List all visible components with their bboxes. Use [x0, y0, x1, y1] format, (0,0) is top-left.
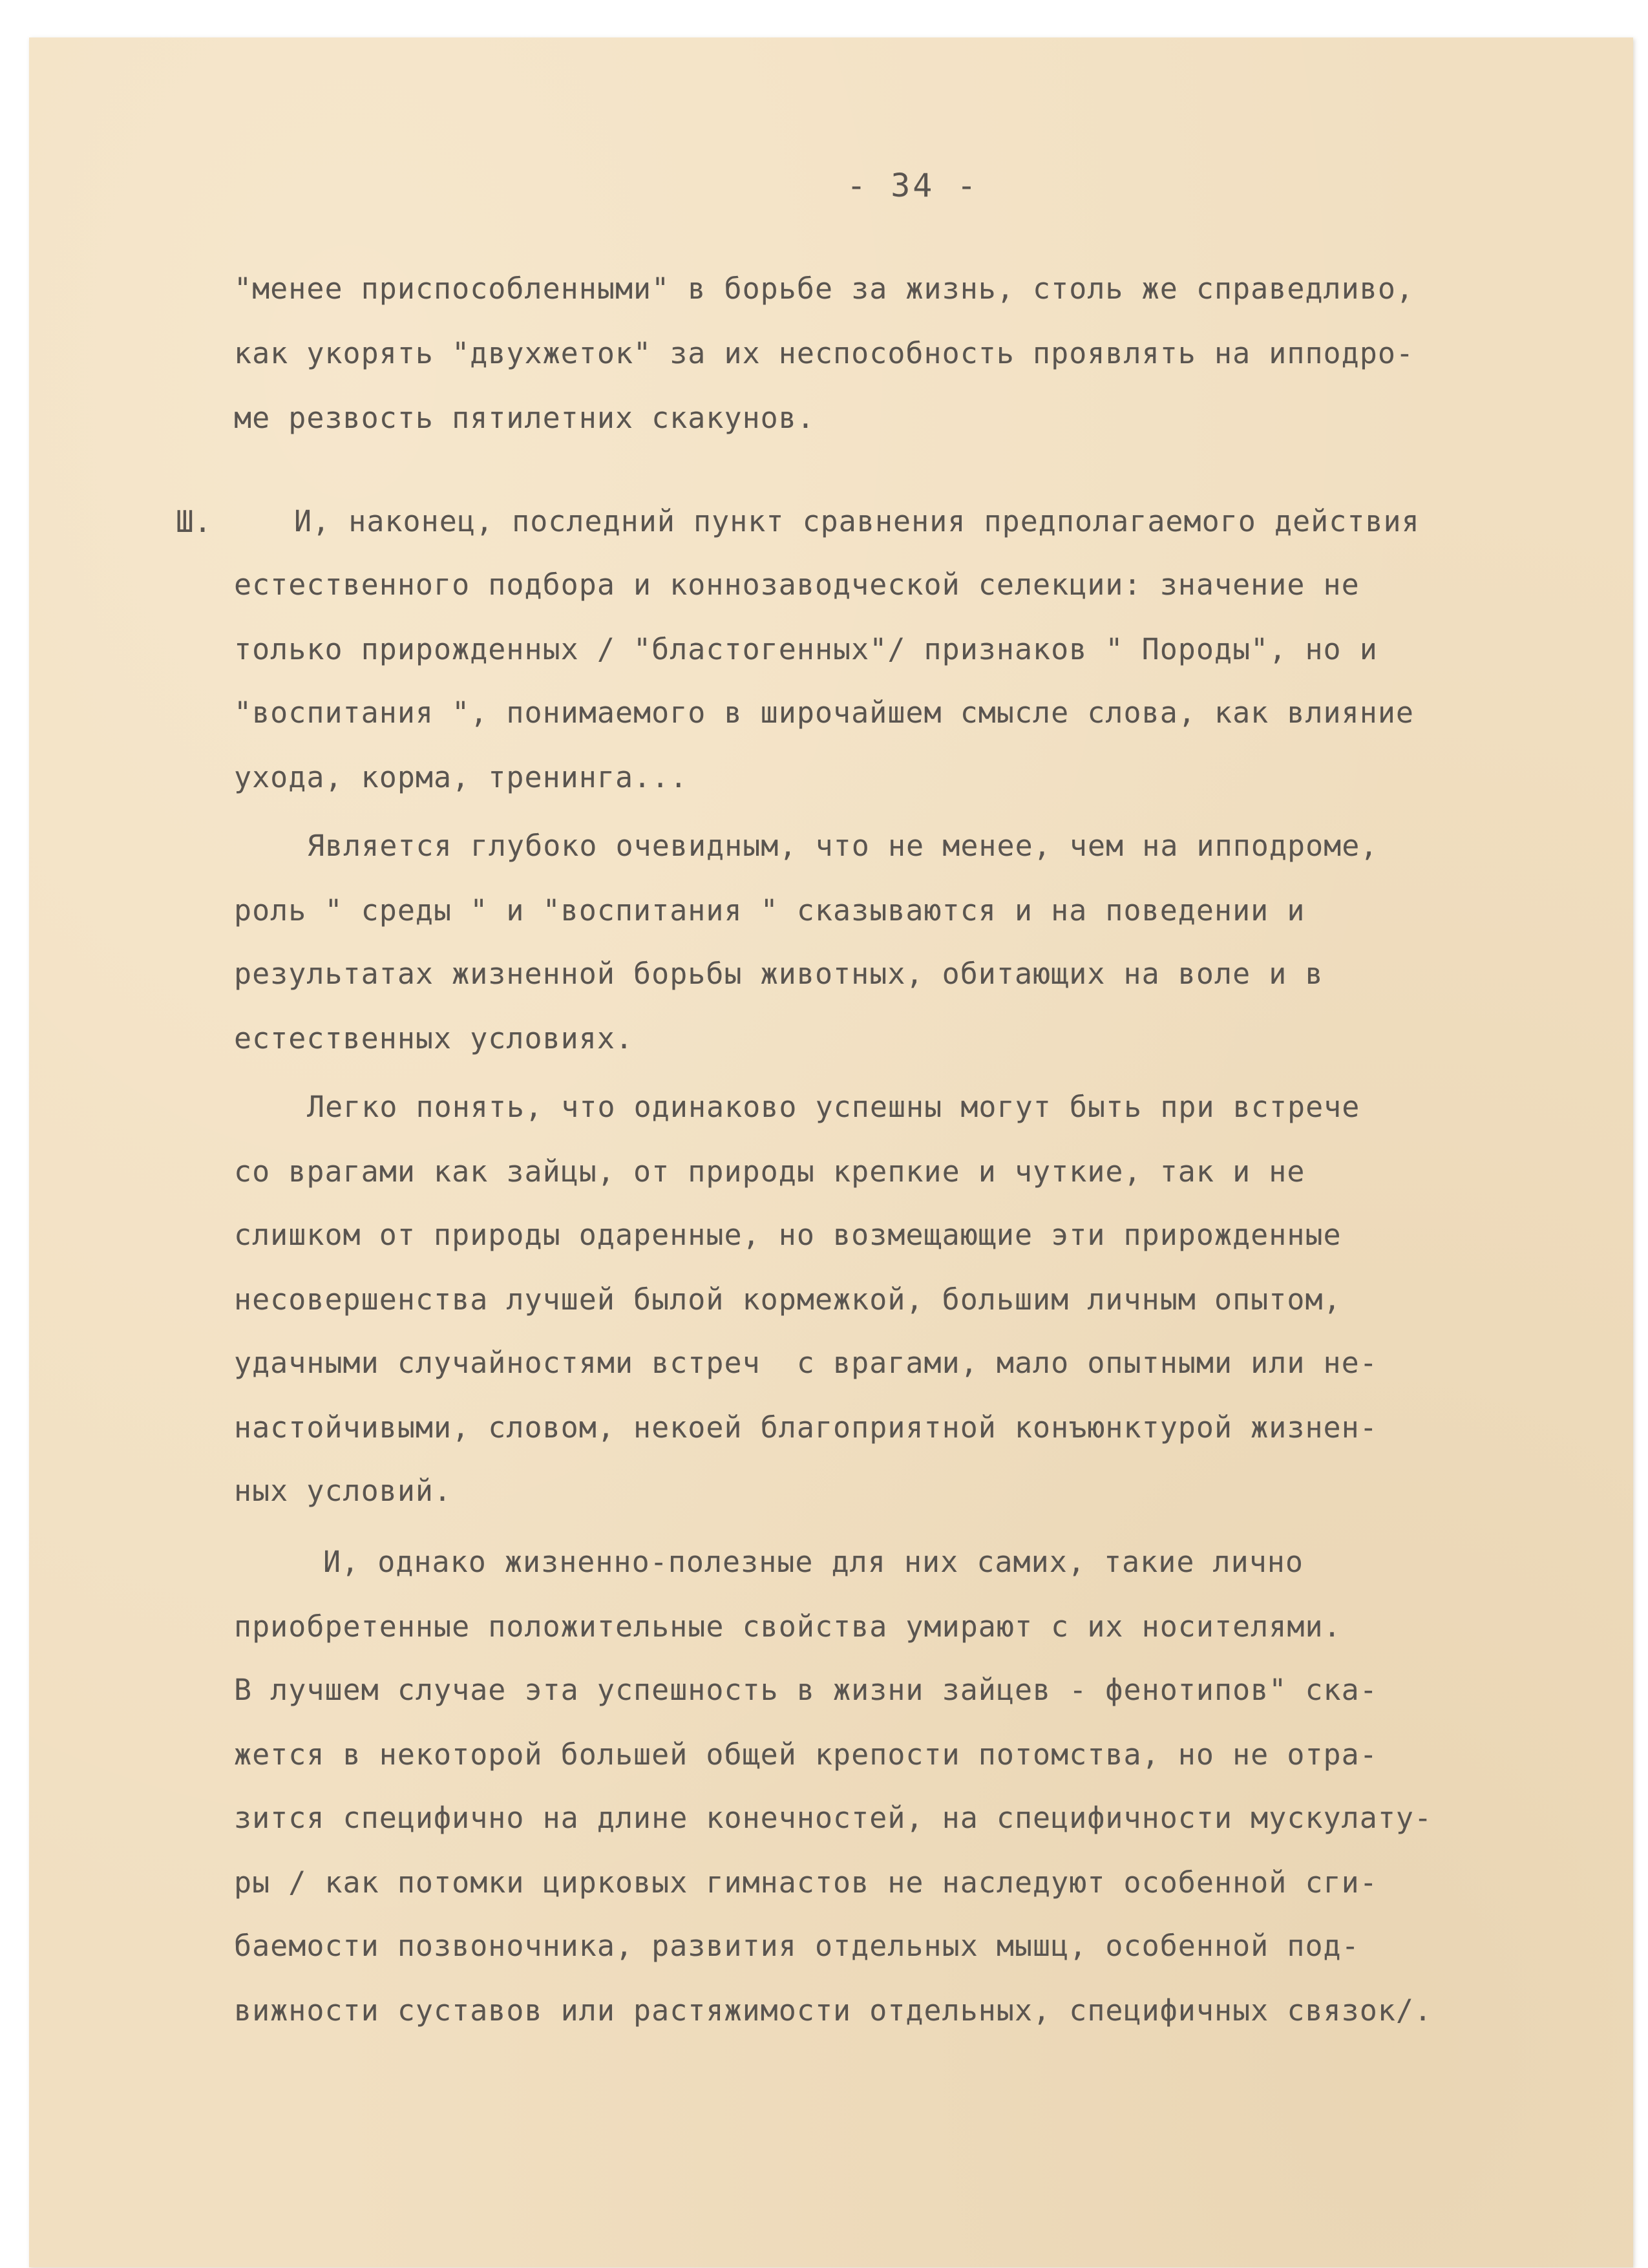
- text-line: со врагами как зайцы, от природы крепкие и чуткие, так и не: [234, 1154, 1305, 1189]
- section-marker: Ш.: [176, 504, 212, 539]
- text-line: вижности суставов или растяжимости отдельных, специфичных связок/.: [234, 1993, 1433, 2028]
- text-line: естественного подбора и коннозаводческой селекции: значение не: [234, 567, 1360, 602]
- text-line: "воспитания ", понимаемого в широчайшем смысле слова, как влияние: [234, 695, 1414, 730]
- text-line: роль " среды " и "воспитания " сказываются и на поведении и: [234, 893, 1305, 927]
- text-line: жется в некоторой большей общей крепости потомства, но не отра-: [234, 1737, 1378, 1772]
- text-line: приобретенные положительные свойства умирают с их носителями.: [234, 1609, 1342, 1644]
- page-number: - 34 -: [847, 167, 979, 204]
- text-line: ме резвость пятилетних скакунов.: [234, 401, 815, 435]
- text-line: "менее приспособленными" в борьбе за жизнь, столь же справедливо,: [234, 271, 1414, 306]
- text-line: И, однако жизненно-полезные для них самих, такие лично: [323, 1545, 1304, 1579]
- text-line: ных условий.: [234, 1474, 452, 1508]
- text-line: баемости позвоночника, развития отдельных мышц, особенной под-: [234, 1929, 1360, 1963]
- text-line: только прирожденных / "бластогенных"/ признаков " Породы", но и: [234, 632, 1378, 666]
- text-line: В лучшем случае эта успешность в жизни зайцев - фенотипов" ска-: [234, 1673, 1378, 1707]
- text-line: зится специфично на длине конечностей, на специфичности мускулату-: [234, 1801, 1433, 1835]
- text-line: как укорять "двухжеток" за их неспособность проявлять на ипподро-: [234, 336, 1414, 370]
- text-line: И, наконец, последний пункт сравнения предполагаемого действия: [294, 504, 1420, 538]
- text-line: несовершенства лучшей былой кормежкой, большим личным опытом,: [234, 1282, 1342, 1317]
- text-line: результатах жизненной борьбы животных, обитающих на воле и в: [234, 957, 1324, 991]
- text-line: ры / как потомки цирковых гимнастов не наследуют особенной сги-: [234, 1865, 1378, 1900]
- text-line: естественных условиях.: [234, 1021, 634, 1055]
- text-line: слишком от природы одаренные, но возмещающие эти прирожденные: [234, 1218, 1342, 1252]
- text-line: Легко понять, что одинаково успешны могут быть при встрече: [307, 1090, 1360, 1124]
- text-line: удачными случайностями встреч с врагами, мало опытными или не-: [234, 1346, 1378, 1380]
- text-line: настойчивыми, словом, некоей благоприятной конъюнктурой жизнен-: [234, 1410, 1378, 1445]
- text-line: Является глубоко очевидным, что не менее, чем на ипподроме,: [307, 829, 1379, 863]
- text-line: ухода, корма, тренинга...: [234, 760, 688, 794]
